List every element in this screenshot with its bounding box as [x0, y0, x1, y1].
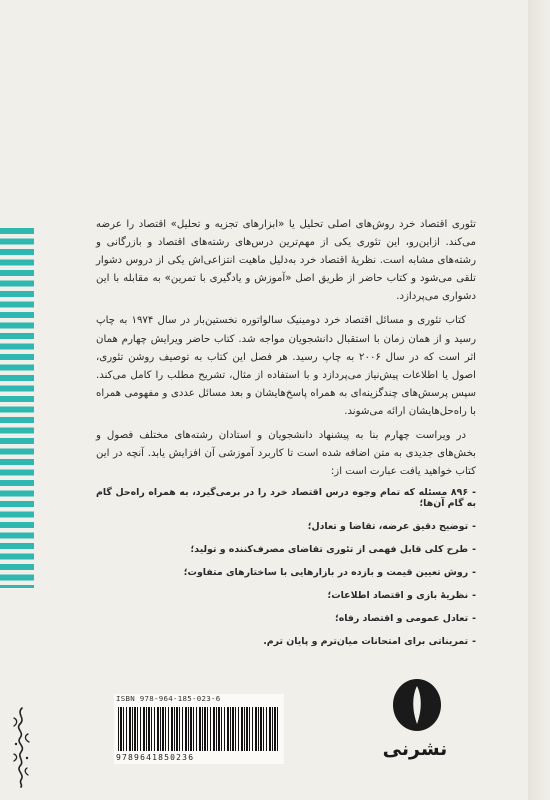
book-description [96, 216, 476, 659]
isbn-number: ISBN 978-964-185-023-6 [116, 694, 221, 703]
description-paragraph-2: کتاب تئوری و مسائل اقتصاد خرد دومینیک سالواتوره نخستین‌بار در سال ۱۹۷۴ به چاپ رسید و از همان زمان با استقبال دانشجویان مواجه شد. کتاب حاضر ویرایش چهارم همان اثر است که در سال ۲۰۰۶ به چاپ رسید. هر فصل این کتاب به توصیف روشن تئوری، اصول یا اطلاعات پیش‌نیاز می‌پردازد و با استفاده از مثال، تشریح مطلب را کامل می‌کند. سپس پرسش‌های چندگزینه‌ای به همراه پاسخ‌هایشان و بعد مسائل عددی و مفهومی همراه با راه‌حل‌هایشان ارائه می‌شوند. [96, 315, 476, 417]
description-paragraph-1: تئوری اقتصاد خرد روش‌های اصلی تحلیل یا «ابزارهای تجزیه و تحلیل» اقتصاد را عرضه می‌کند. ازاین‌رو، این تئوری یکی از مهم‌ترین درس‌های رشته‌های اقتصاد و بازرگانی و رشته‌های مشابه است. نظریهٔ اقتصاد خرد به‌دلیل ماهیت انتزاعی‌اش یکی از دروس دشوار تلقی می‌شود و کتاب حاضر از طریق اصل «آموزش و یادگیری با تمرین» به مقابله با این دشواری می‌پردازد. [96, 219, 476, 303]
list-item: -۸۹۶ مسئله که تمام وجوه درس اقتصاد خرد را در برمی‌گیرد، به همراه راه‌حل گام به گام آن‌ها؛ [96, 487, 476, 510]
list-item: -روش تعیین قیمت و بازده در بازارهایی با ساختارهای متفاوت؛ [183, 567, 476, 579]
list-item: -تمریناتی برای امتحانات میان‌ترم و پایان ترم. [263, 636, 476, 648]
list-item: -تعادل عمومی و اقتصاد رفاه؛ [334, 613, 476, 625]
publisher-name: نشرنی [382, 738, 448, 760]
description-paragraph-3: در ویراست چهارم بنا به پیشنهاد دانشجویان و استادان رشته‌های مختلف فصول و بخش‌های جدیدی به متن اضافه شده است تا کاربرد آموزشی آن افزایش یابد. آنچه در این کتاب خواهید یافت عبارت است از: [96, 430, 476, 478]
designer-signature [8, 704, 34, 788]
barcode [118, 707, 278, 751]
features-list [96, 487, 476, 647]
teal-stripe-decoration [0, 228, 34, 588]
list-item: -توضیح دقیق عرضه، تقاضا و تعادل؛ [307, 521, 476, 533]
cover-edge [528, 0, 550, 800]
reed-pen-logo-icon [374, 678, 460, 778]
list-item: -نظریهٔ بازی و اقتصاد اطلاعات؛ [327, 590, 476, 602]
ean-number: 9789641850236 [116, 753, 195, 762]
list-item: -طرح کلی قابل فهمی از تئوری تقاضای مصرف‌کننده و تولید؛ [190, 544, 476, 556]
